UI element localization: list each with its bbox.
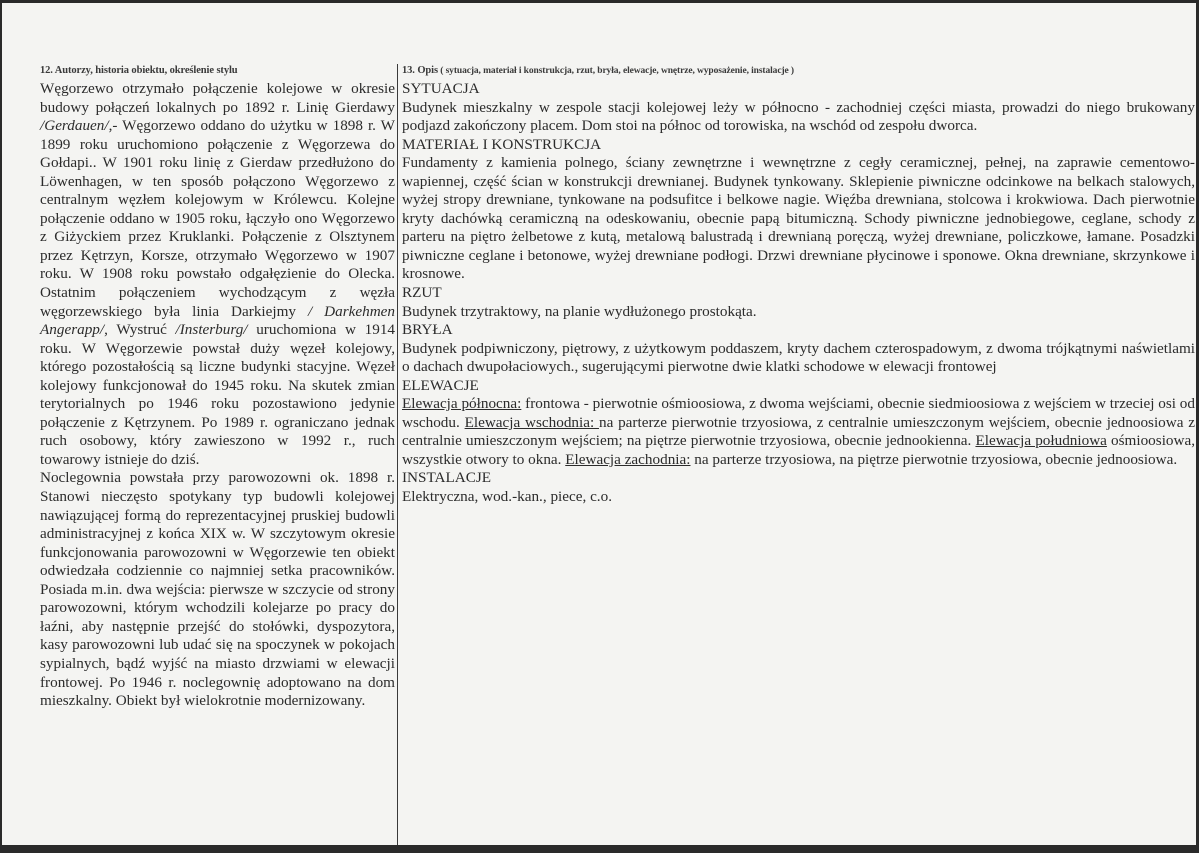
text-run: uruchomiona w 1914 roku. W Węgorzewie powstał duży węzeł kolejowy, którego pozostałością są liczne budynki stacyjne. Węzeł kolejowy funkcjonował do 1945 roku. Na skutek zmian terytorialnych po 1946 roku pozostawiono jedynie połączenie z Kętrzynem. Po 1989 r. ograniczano jednak ruch osobowy, który zawieszono w 1992 r., ruch towarowy istnieje do dziś. [40,321,396,468]
text-run: ,- Węgorzewo oddano do użytku w 1898 r. W 1899 roku uruchomiono połączenie z Węgorzewa do Gołdapi.. W 1901 roku linię z Gierdaw przedłużono do Löwenhagen, w ten sposób połączono Węgorzewo z centralnym węzłem kolejowym w Królewcu. Kolejne połączenie oddano w 1905 roku, łączyło ono Węgorzewo z Giżyckiem przez Kruklanki. Połączenie z Olsztynem przez Kętrzyn, Korsze, otrzymało Węgorzewo w 1907 roku. W 1908 roku powstało odgałęzienie do Olecka. Ostatnim połączeniem wychodzącym z węzła węgorzewskiego była linia Darkiejmy [40,117,395,320]
history-section-header: 12. Autorzy, historia obiektu, określenie stylu [40,65,238,76]
text-run: Budynek podpiwniczony, piętrowy, z użytkowym poddaszem, kryty dachem czterospadowym, z dwoma trójkątnymi naświetlami o dachach dwupołaciowych., sugerującymi pierwotne dwie klatki schodowe w elewacji frontowej [402,339,1195,376]
scan-bottom-edge [2,845,1196,849]
section-title-sytuacja: SYTUACJA [402,80,480,97]
section-body [402,395,1195,469]
text-run: frontowa - pierwotnie ośmioosiowa, z dwoma wejściami, obecnie siedmioosiowa z wejściem w trzeciej osi od wschodu. [402,395,1195,431]
text-run: Fundamenty z kamienia polnego, ściany zewnętrzne i wewnętrzne z cegły ceramicznej, pełnej, na zaprawie cementowo-wapiennej, część ścian w konstrukcji drewnianej. Budynek tynkowany. Sklepienie piwniczne odcinkowe na belkach stalowych, wyżej stropy drewniane, tynkowane na podsufitce i belkowe nagie. Więźba drewniana, stolcowa i krokwiowa. Dach pierwotnie kryty dachówką ceramiczną na odeskowaniu, obecnie papą bitumiczną. Schody piwniczne jednobiegowe, ceglane, schody z parteru na piętro żelbetowe z kutą, metalową balustradą i drewnianą poręczą, wyżej drewniane, policzkowe, łamane. Posadzki piwniczne ceglane i betonowe, wyżej drewniane podłogi. Drzwi drewniane płycinowe i sponowe. Okna drewniane, skrzynkowe i krosnowe. [402,154,1195,283]
section-title-instalacje: INSTALACJE [402,469,492,487]
text-run: na parterze pierwotnie trzyosiowa, z centralnie umieszczonym wejściem, obecnie jednoosiowa z centralnie umieszczonym wejściem; na piętrze pierwotnie trzyosiowa, obecnie jednookienna. [402,413,1195,450]
text-run: Budynek trzytraktowy, na planie wydłużonego prostokąta. [402,302,757,320]
description-header-note: ( sytuacja, materiał i konstrukcja, rzut, bryła, elewacje, wnętrze, wyposażenie, instalacje ) [437,66,794,76]
text-run: Elektryczna, wod.-kan., piece, c.o. [402,488,612,506]
text-run: / Darkehmen Angerapp/ [40,302,395,339]
description-section-header [402,64,1195,80]
section-body [402,303,1195,322]
text-run: /Gerdauen/ [40,117,109,135]
description-header-main: 13. Opis [402,65,438,76]
text-run: Noclegownia powstała przy parowozowni ok. 1898 r. Stanowi nieczęsto spotykany typ budowli kolejowej nawiązującej formą do reprezentacyjnej pruskiej budowli administracyjnej z końca XIX w. W szczytowym okresie funkcjonowania parowozowni w Węgorzewie ten obiekt odwiedzała codziennie co najmniej setka pracowników. Posiada m.in. dwa wejścia: pierwsze w szczycie od strony parowozowni, którym wchodzili kolejarze po pracy do łaźni, aby następnie przejść do stołówki, dyspozytora, kasy parowozowni lub udać się na spoczynek w pokojach sypialnych, bądź wyjść na miasto drzwiami w elewacji frontowej. Po 1946 r. noclegownię adoptowano na dom mieszkalny. Obiekt był wielokrotnie modernizowany. [40,469,395,710]
text-run: na parterze trzyosiowa, na piętrze pierwotnie trzyosiowa, obecnie jednoosiowa. [690,450,1178,468]
subsection-label: Elewacja północna: [402,395,522,413]
subsection-label: Elewacja południowa [975,432,1107,450]
section-body [402,488,1195,507]
history-column [40,64,398,849]
subsection-label: Elewacja wschodnia: [464,413,599,431]
scanned-document-page [2,3,1196,849]
text-run: Budynek mieszkalny w zespole stacji kolejowej leży w północno - zachodniej części miasta, prowadzi do niego brukowany podjazd zakończony placem. Dom stoi na północ od torowiska, na wschód od zespołu dworca. [402,98,1195,135]
history-text [40,80,395,711]
text-run: ośmioosiowa, wszystkie otwory to okna. [402,432,1196,468]
text-run: Węgorzewo otrzymało połączenie kolejowe w okresie budowy połączeń lokalnych po 1892 r. Linię Gierdawy [40,80,395,116]
text-run: , Wystruć [104,321,176,339]
section-title-elewacje: ELEWACJE [402,376,479,394]
section-title-rzut: RZUT [402,284,442,302]
section-title-bry-a: BRYŁA [402,321,453,339]
history-paragraph [40,80,395,469]
description-sections [402,80,1195,507]
text-run: /Insterburg/ [175,321,248,339]
section-body [402,340,1195,377]
history-paragraph [40,469,395,710]
section-title-materia-i-konstrukcja: MATERIAŁ I KONSTRUKCJA [402,135,602,153]
section-body [402,154,1195,284]
section-body [402,99,1195,136]
subsection-label: Elewacja zachodnia: [565,450,691,468]
description-column [399,64,1195,849]
